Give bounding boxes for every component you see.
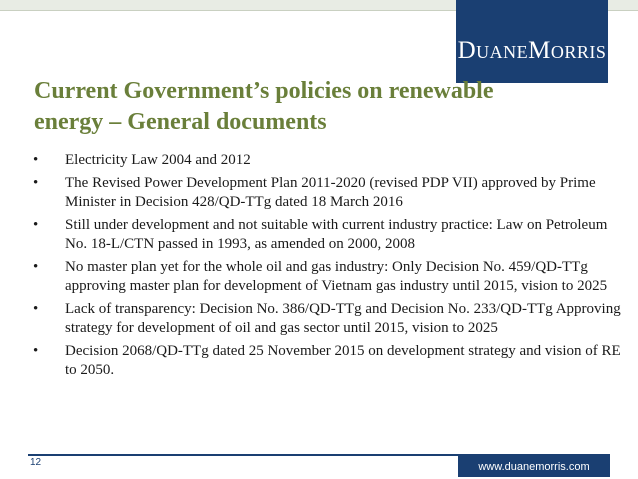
bullet-text: The Revised Power Development Plan 2011-2020 (revised PDP VII) approved by Prime Minister in Decision 428/QD-TTg dated 18 March 2016 xyxy=(65,175,596,210)
slide-title xyxy=(34,76,594,138)
page-number: 12 xyxy=(30,457,42,468)
bullet-item xyxy=(32,174,622,212)
bullet-icon: • xyxy=(33,259,39,275)
bullet-icon: • xyxy=(33,152,39,168)
brand-logo-box xyxy=(456,0,608,83)
bullet-item xyxy=(32,300,622,338)
bullet-item xyxy=(32,342,622,380)
bullet-text: No master plan yet for the whole oil and gas industry: Only Decision No. 459/QD-TTg approving master plan for development of Vietnam gas industry until 2015, vision to 2025 xyxy=(65,259,608,294)
bullet-text: Lack of transparency: Decision No. 386/QD-TTg and Decision No. 233/QD-TTg Approving strategy for development of oil and gas sector until 2015, vision to 2025 xyxy=(65,301,621,336)
bullet-item xyxy=(32,258,622,296)
footer-url-box xyxy=(458,456,610,477)
bullet-icon: • xyxy=(33,301,39,317)
bullet-icon: • xyxy=(33,217,39,233)
bullet-icon: • xyxy=(33,175,39,191)
bullet-item xyxy=(32,151,622,170)
bullet-text: Electricity Law 2004 and 2012 xyxy=(65,152,251,168)
bullet-text: Still under development and not suitable with current industry practice: Law on Petroleum No. 18-L/CTN passed in 1993, as amended on 2000, 2008 xyxy=(65,217,608,252)
bullet-item xyxy=(32,216,622,254)
bullet-text: Decision 2068/QD-TTg dated 25 November 2015 on development strategy and vision of RE to 2050. xyxy=(65,343,621,378)
footer-url: www.duanemorris.com xyxy=(478,460,590,473)
slide-title-line1: Current Government’s policies on renewable xyxy=(34,78,494,104)
bullet-list xyxy=(32,151,622,384)
bullet-icon: • xyxy=(33,343,39,359)
brand-logo: DuaneMorris xyxy=(457,37,607,64)
slide-title-line2: energy – General documents xyxy=(34,109,327,135)
